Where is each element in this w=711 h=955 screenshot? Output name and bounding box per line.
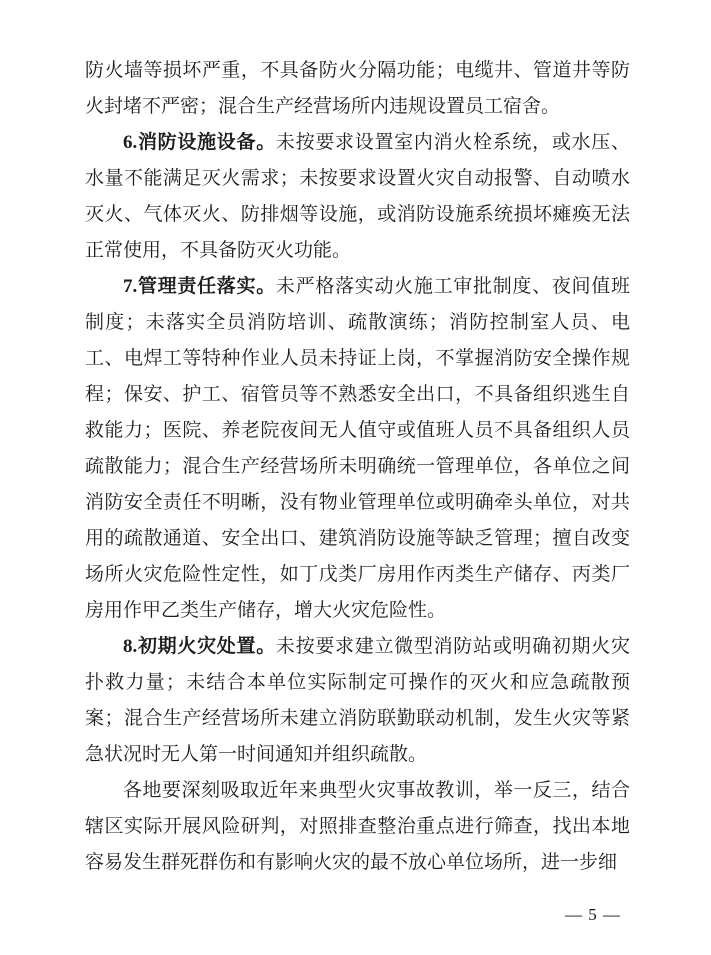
- paragraph-text: 未严格落实动火施工审批制度、夜间值班制度；未落实全员消防培训、疏散演练；消防控制室人员、电工、电焊工等特种作业人员未持证上岗，不掌握消防安全操作规程；保安、护工、宿管员等不熟悉安全出口，不具备组织逃生自救能力；医院、养老院夜间无人值守或值班人员不具备组织人员疏散能力；混合生产经营场所未明确统一管理单位，各单位之间消防安全责任不明晰，没有物业管理单位或明确牵头单位，对共用的疏散通道、安全出口、建筑消防设施等缺乏管理；擅自改变场所火灾危险性定性，如丁戊类厂房用作丙类生产储存、丙类厂房用作甲乙类生产储存，增大火灾危险性。: [85, 276, 630, 621]
- paragraph-item-7: [85, 269, 630, 629]
- page-number: — 5 —: [565, 905, 621, 924]
- paragraph-heading: 7.管理责任落实。: [123, 276, 276, 297]
- paragraph-heading: 6.消防设施设备。: [123, 132, 276, 153]
- paragraph-closing: [85, 773, 630, 881]
- paragraph-item-8: [85, 629, 630, 773]
- paragraph-heading: 8.初期火灾处置。: [123, 636, 276, 657]
- paragraph-continuation: [85, 53, 630, 125]
- paragraph-text: 各地要深刻吸取近年来典型火灾事故教训，举一反三，结合辖区实际开展风险研判，对照排查整治重点进行筛查，找出本地容易发生群死群伤和有影响火灾的最不放心单位场所，进一步细: [85, 780, 630, 873]
- paragraph-text: 防火墙等损坏严重，不具备防火分隔功能；电缆井、管道井等防火封堵不严密；混合生产经营场所内违规设置员工宿舍。: [85, 60, 630, 117]
- paragraph-item-6: [85, 125, 630, 269]
- document-body: [85, 53, 630, 881]
- paragraph-text: 未按要求建立微型消防站或明确初期火灾扑救力量；未结合本单位实际制定可操作的灭火和应急疏散预案；混合生产经营场所未建立消防联勤联动机制，发生火灾等紧急状况时无人第一时间通知并组织疏散。: [85, 636, 630, 765]
- paragraph-text: 未按要求设置室内消火栓系统，或水压、水量不能满足灭火需求；未按要求设置火灾自动报警、自动喷水灭火、气体灭火、防排烟等设施，或消防设施系统损坏瘫痪无法正常使用，不具备防灭火功能。: [85, 132, 630, 261]
